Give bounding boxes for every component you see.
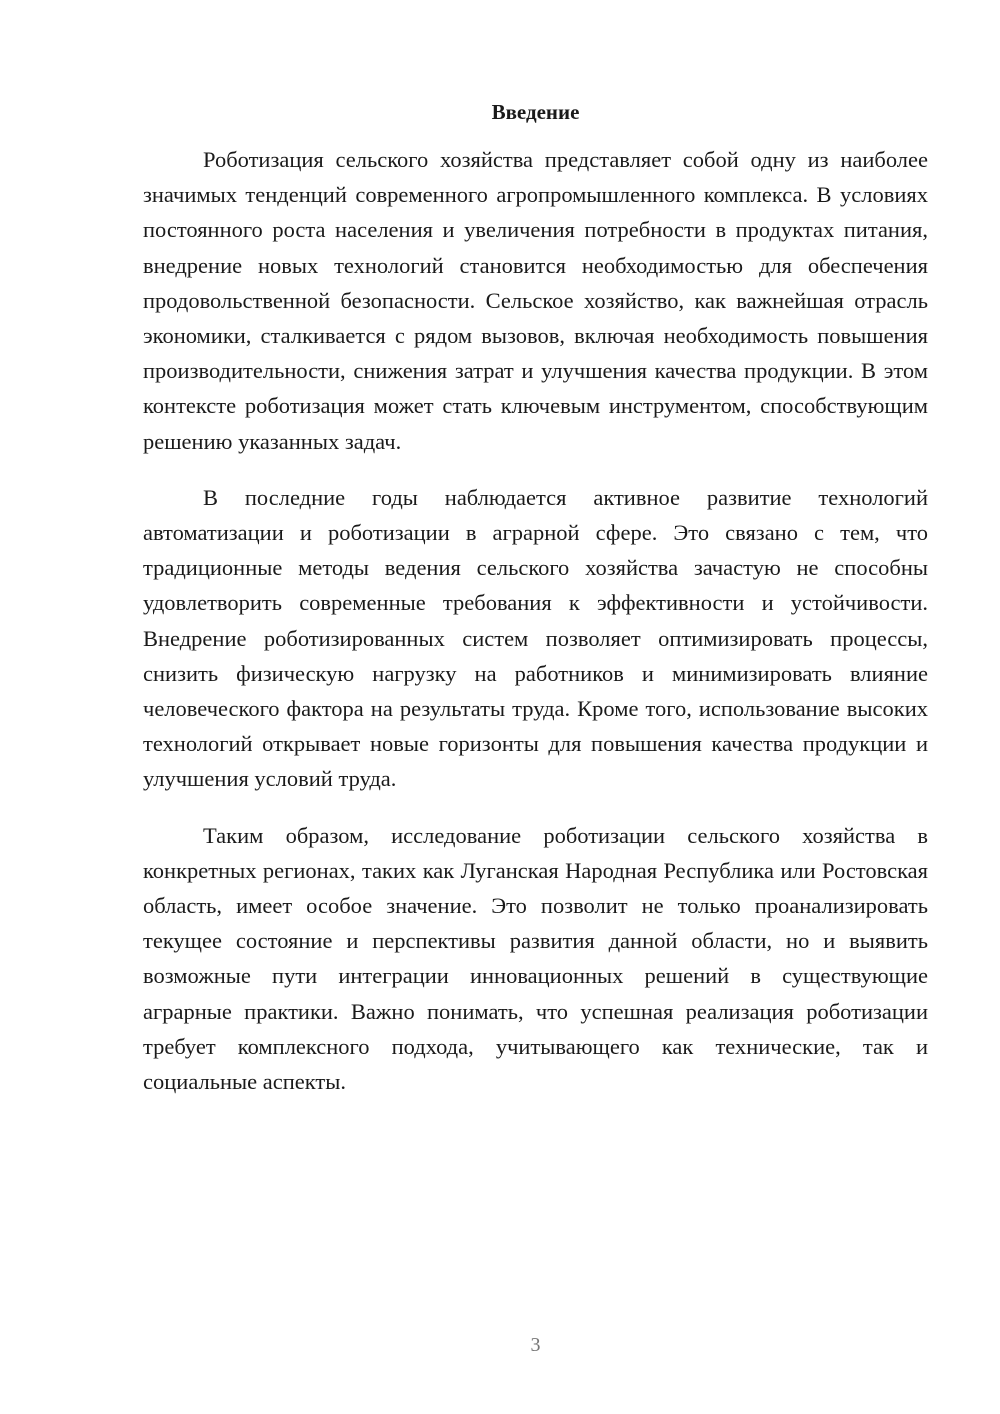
paragraph-1: Роботизация сельского хозяйства представляет собой одну из наиболее значимых тенденций современного агропромышленного комплекса. В условиях постоянного роста населения и увеличения потребности в продуктах питания, внедрение новых технологий становится необходимостью для обеспечения продовольственной безопасности. Сельское хозяйство, как важнейшая отрасль экономики, сталкивается с рядом вызовов, включая необходимость повышения производительности, снижения затрат и улучшения качества продукции. В этом контексте роботизация может стать ключевым инструментом, способствующим решению указанных задач. <box>143 147 928 454</box>
page-number: 3 <box>530 1334 541 1356</box>
paragraph-3: Таким образом, исследование роботизации сельского хозяйства в конкретных регионах, таких как Луганская Народная Республика или Ростовская область, имеет особое значение. Это позволит не только проанализировать текущее состояние и перспективы развития данной области, но и выявить возможные пути интеграции инновационных решений в существующие аграрные практики. Важно понимать, что успешная реализация роботизации требует комплексного подхода, учитывающего как технические, так и социальные аспекты. <box>143 822 928 1095</box>
body-text <box>143 142 928 1099</box>
section-heading: Введение <box>491 100 580 124</box>
paragraph-2: В последние годы наблюдается активное развитие технологий автоматизации и роботизации в аграрной сфере. Это связано с тем, что традиционные методы ведения сельского хозяйства зачастую не способны удовлетворить современные требования к эффективности и устойчивости. Внедрение роботизированных систем позволяет оптимизировать процессы, снизить физическую нагрузку на работников и минимизировать влияние человеческого фактора на результаты труда. Кроме того, использование высоких технологий открывает новые горизонты для повышения качества продукции и улучшения условий труда. <box>143 484 928 792</box>
